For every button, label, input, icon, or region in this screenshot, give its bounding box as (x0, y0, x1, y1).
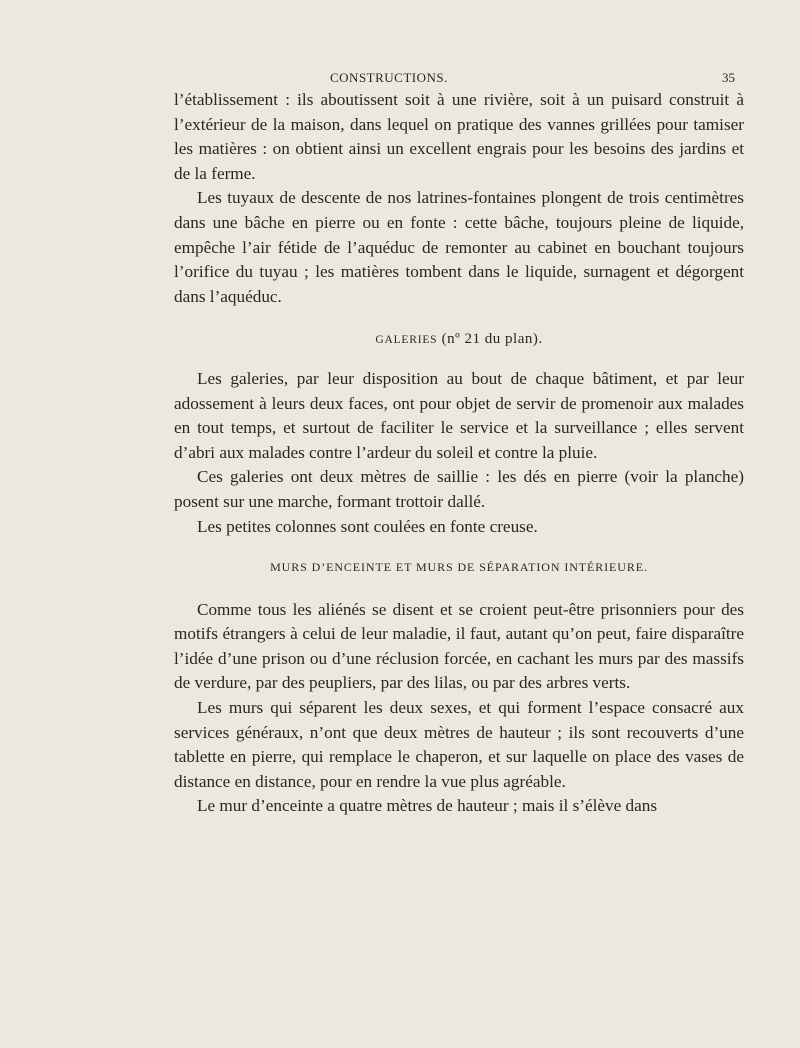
body-text (174, 88, 744, 819)
paragraph-galeries-2: Ces galeries ont deux mètres de saillie : les dés en pierre (voir la planche) posent sur une marche, formant trottoir dallé. (174, 467, 744, 511)
paragraph-galeries-3: Les petites colonnes sont coulées en fonte creuse. (197, 516, 538, 536)
heading-galeries-label: GALERIES (375, 334, 438, 347)
paragraph-latrines: Les tuyaux de descente de nos latrines-fontaines plongent de trois centimètres dans une bâche en pierre ou en fonte : cette bâche, toujours pleine de liquide, empêche l’air fétide de l’aquéduc de remonter au cabinet en bouchant toujours l’orifice du tuyau ; les matières tombent dans le liquide, surnagent et dégorgent dans l’aquéduc. (174, 188, 744, 306)
section-heading-galeries (174, 327, 744, 353)
running-title: CONSTRUCTIONS. (330, 70, 448, 85)
page-number: 35 (722, 70, 735, 85)
heading-galeries-ref: (nº 21 du plan). (441, 331, 543, 348)
paragraph-continuation: l’établissement : ils aboutissent soit à une rivière, soit à un puisard construit à l’extérieur de la maison, dans lequel on pratique des vannes grillées pour tamiser les matières : on obtient ainsi un excellent engrais pour les besoins des jardins et de la ferme. (174, 90, 744, 183)
paragraph-galeries-1: Les galeries, par leur disposition au bout de chaque bâtiment, et par leur adossement à leurs deux faces, ont pour objet de servir de promenoir aux malades en tout temps, et surtout de faciliter le service et la surveillance ; elles servent d’abri aux malades contre l’ardeur du soleil et contre la pluie. (174, 368, 744, 462)
paragraph-murs-3: Le mur d’enceinte a quatre mètres de hauteur ; mais il s’élève dans (197, 796, 658, 816)
paragraph-murs-1: Comme tous les aliénés se disent et se croient peut-être prisonniers pour des motifs étrangers à celui de leur maladie, il faut, autant qu’on peut, faire disparaître l’idée d’une prison ou d’une réclusion forcée, en cachant les murs par des massifs de verdure, par des peupliers, par des lilas, ou par des arbres verts. (174, 599, 744, 693)
paragraph-murs-2: Les murs qui séparent les deux sexes, et qui forment l’espace consacré aux services généraux, n’ont que deux mètres de hauteur ; ils sont recouverts d’une tablette en pierre, qui remplace le chaperon, et sur laquelle on place des vases de distance en distance, pour en rendre la vue plus agréable. (174, 698, 744, 791)
section-heading-murs: MURS D’ENCEINTE ET MURS DE SÉPARATION INTÉRIEURE. (270, 560, 648, 575)
